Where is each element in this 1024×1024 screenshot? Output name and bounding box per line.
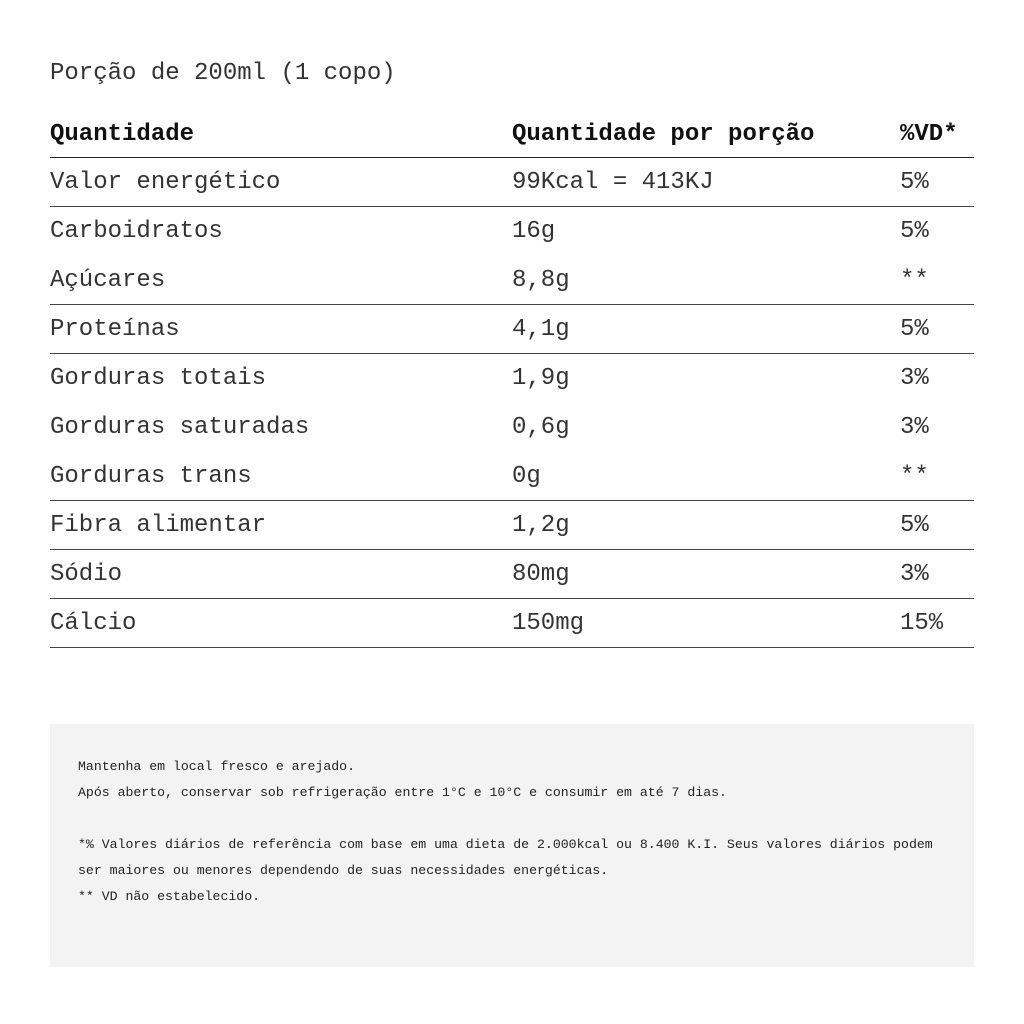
storage-instruction: Mantenha em local fresco e arejado. bbox=[78, 759, 355, 774]
nutrient-quantity: 150mg bbox=[512, 609, 585, 637]
table-row-trans-fat bbox=[50, 452, 974, 501]
nutrient-quantity: 99Kcal = 413KJ bbox=[512, 168, 714, 196]
nutrient-name: Cálcio bbox=[50, 609, 137, 637]
nutrient-quantity: 1,9g bbox=[512, 365, 570, 392]
nutrient-name: Carboidratos bbox=[50, 218, 223, 245]
nutrition-table bbox=[50, 112, 974, 648]
nutrient-name: Gorduras trans bbox=[50, 462, 252, 490]
spacer bbox=[78, 806, 946, 832]
serving-size: Porção de 200ml (1 copo) bbox=[50, 60, 396, 87]
nutrient-daily-value: 5% bbox=[900, 218, 929, 245]
table-row-energy bbox=[50, 158, 974, 207]
nutrient-quantity: 4,1g bbox=[512, 315, 570, 343]
nutrient-name: Açúcares bbox=[50, 266, 166, 294]
vd-not-established-footnote: ** VD não estabelecido. bbox=[78, 889, 261, 904]
nutrient-name: Sódio bbox=[50, 560, 123, 588]
table-row-total-fat bbox=[50, 354, 974, 403]
nutrient-daily-value: ** bbox=[900, 266, 929, 294]
daily-value-footnote: *% Valores diários de referência com base em uma dieta de 2.000kcal ou 8.400 K.I. Seus valores diários podem ser maiores ou menores dependendo de suas necessidades energéticas. bbox=[78, 837, 941, 878]
header-quantity-per-serving: Quantidade por porção bbox=[512, 121, 815, 148]
nutrient-daily-value: 5% bbox=[900, 315, 929, 343]
nutrient-quantity: 0,6g bbox=[512, 414, 570, 441]
nutrient-quantity: 80mg bbox=[512, 560, 570, 588]
table-row-saturated-fat bbox=[50, 403, 974, 452]
nutrient-daily-value: 15% bbox=[900, 609, 944, 637]
nutrient-daily-value: ** bbox=[900, 462, 929, 490]
nutrient-daily-value: 5% bbox=[900, 511, 929, 539]
nutrient-daily-value: 5% bbox=[900, 168, 929, 196]
nutrient-quantity: 16g bbox=[512, 218, 556, 245]
nutrient-daily-value: 3% bbox=[900, 365, 929, 392]
nutrient-name: Proteínas bbox=[50, 315, 180, 343]
table-header bbox=[50, 112, 974, 158]
header-daily-value: %VD* bbox=[900, 121, 958, 148]
table-row-carbohydrates bbox=[50, 207, 974, 256]
storage-instruction-after-opening: Após aberto, conservar sob refrigeração entre 1°C e 10°C e consumir em até 7 dias. bbox=[78, 785, 727, 800]
header-quantity: Quantidade bbox=[50, 121, 195, 148]
nutrient-name: Fibra alimentar bbox=[50, 511, 267, 539]
nutrient-quantity: 0g bbox=[512, 462, 541, 490]
table-row-fiber bbox=[50, 501, 974, 550]
nutrient-name: Gorduras totais bbox=[50, 365, 267, 392]
storage-notes-box bbox=[50, 724, 974, 967]
nutrient-quantity: 1,2g bbox=[512, 511, 570, 539]
nutrient-daily-value: 3% bbox=[900, 414, 929, 441]
nutrient-name: Gorduras saturadas bbox=[50, 414, 310, 441]
table-row-calcium bbox=[50, 599, 974, 648]
nutrient-quantity: 8,8g bbox=[512, 266, 570, 294]
nutrient-name: Valor energético bbox=[50, 168, 281, 196]
table-row-sugars bbox=[50, 256, 974, 305]
table-row-sodium bbox=[50, 550, 974, 599]
table-row-proteins bbox=[50, 305, 974, 354]
nutrient-daily-value: 3% bbox=[900, 560, 929, 588]
